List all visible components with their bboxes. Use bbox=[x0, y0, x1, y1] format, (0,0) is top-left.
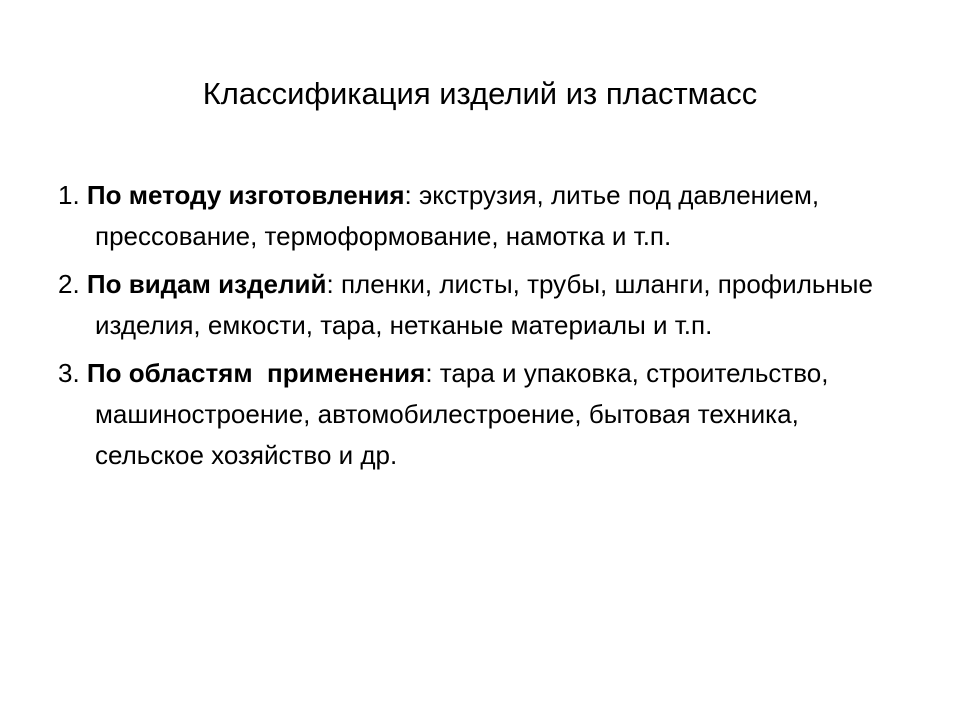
item-heading: По областям применения bbox=[86, 358, 426, 388]
slide-title: Классификация изделий из пластмасс bbox=[202, 76, 758, 111]
list-item bbox=[58, 264, 893, 346]
list-item bbox=[58, 175, 893, 257]
item-text: тара и упаковка, строительство, машиностроение, автомобилестроение, бытовая техника, сельское хозяйство и др. bbox=[95, 358, 829, 470]
list-item bbox=[58, 353, 893, 476]
item-separator: : bbox=[404, 180, 412, 210]
item-number: 3. bbox=[58, 358, 80, 388]
item-heading: По методу изготовления bbox=[86, 180, 405, 210]
item-number: 2. bbox=[58, 269, 80, 299]
item-heading: По видам изделий bbox=[86, 269, 327, 299]
item-separator: : bbox=[425, 358, 433, 388]
classification-list bbox=[58, 175, 893, 483]
item-number: 1. bbox=[58, 180, 80, 210]
item-separator: : bbox=[326, 269, 334, 299]
item-text: пленки, листы, трубы, шланги, профильные изделия, емкости, тара, нетканые материалы и т.п. bbox=[95, 269, 873, 340]
item-text: экструзия, литье под давлением, прессование, термоформование, намотка и т.п. bbox=[95, 180, 820, 251]
